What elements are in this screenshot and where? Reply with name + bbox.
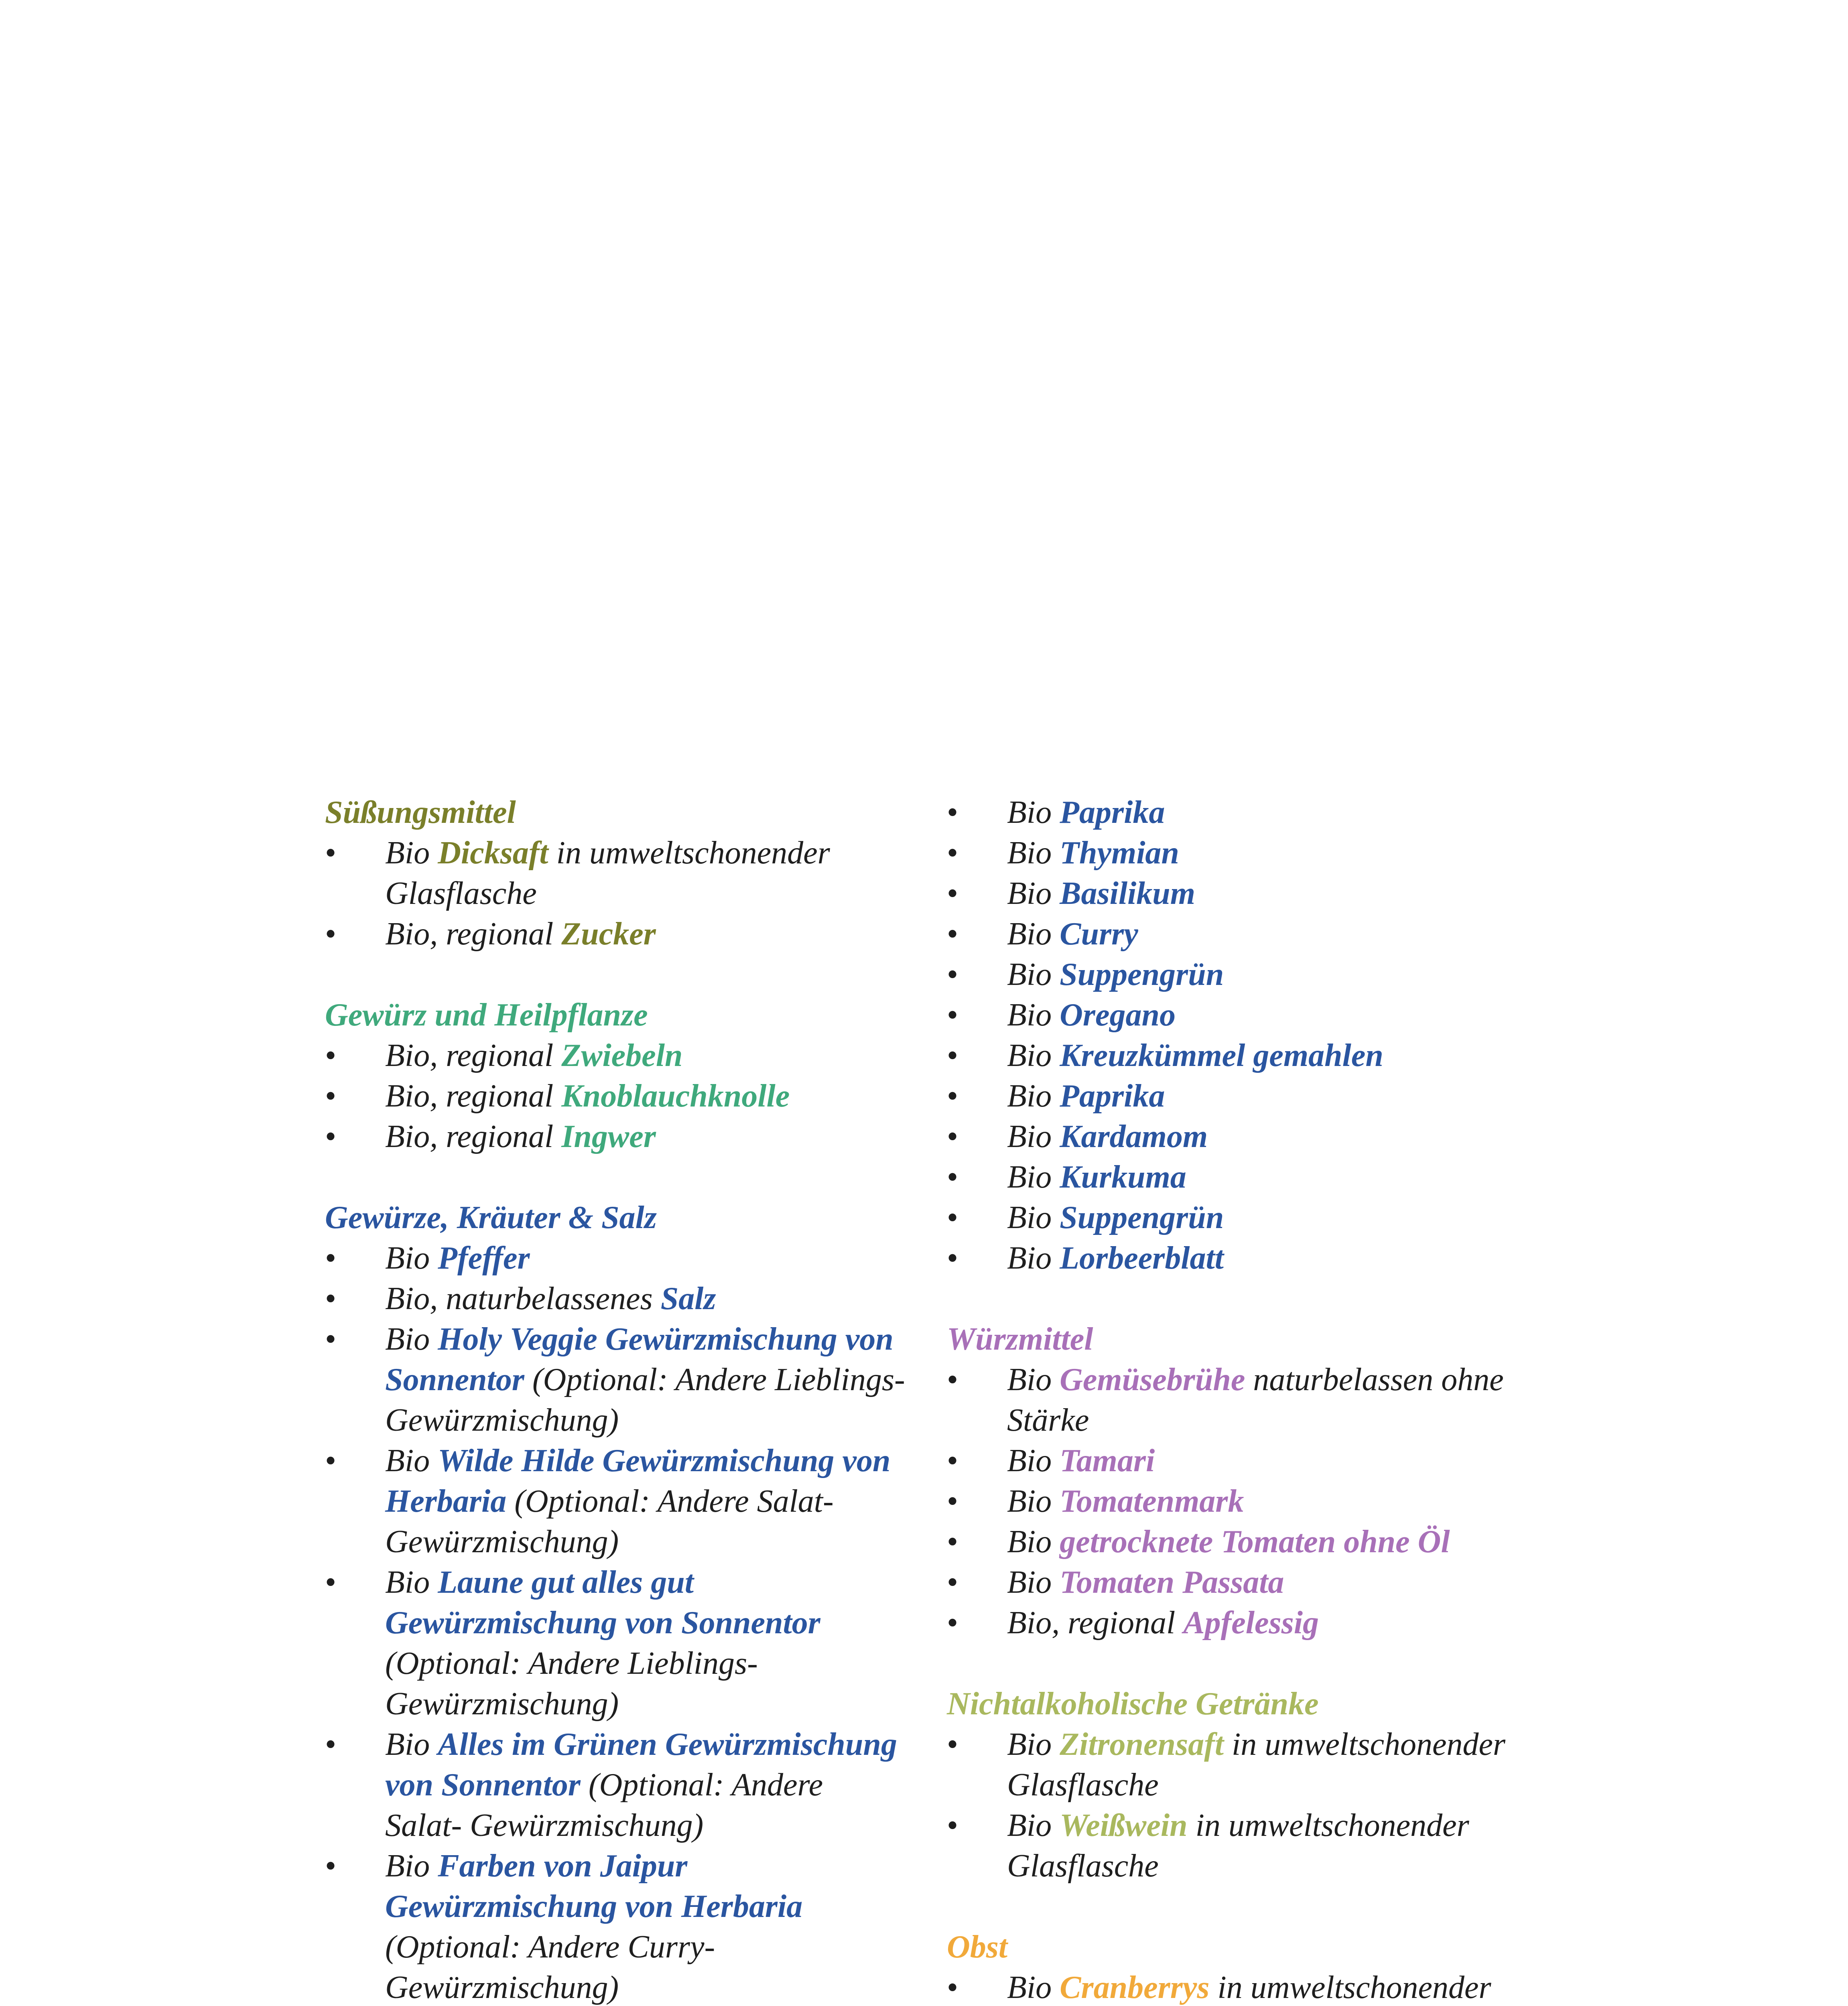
list-item [947, 1967, 1549, 2006]
list-item [325, 1846, 907, 2006]
ingredient-section [947, 1927, 1549, 2006]
item-suffix: in umweltschonender Glasflasche [1007, 1727, 1506, 1803]
item-prefix: Bio [1007, 795, 1060, 830]
item-prefix: Bio [1007, 1484, 1060, 1519]
ingredient-name: Suppengrün [1060, 957, 1224, 992]
list-item [325, 833, 907, 914]
item-prefix: Bio [1007, 957, 1060, 992]
item-suffix: (Optional: Andere Lieblings- Gewürzmischung) [385, 1646, 758, 1722]
list-item [947, 1157, 1549, 1198]
list-item [947, 1198, 1549, 1238]
ingredient-name: getrocknete Tomaten ohne Öl [1060, 1524, 1450, 1559]
ingredient-list [325, 1238, 907, 2006]
ingredient-name: Lorbeerblatt [1060, 1241, 1224, 1276]
ingredient-name: Cranberrys [1060, 1970, 1210, 2005]
ingredient-name: Curry [1060, 916, 1138, 952]
ingredient-name: Tamari [1060, 1443, 1155, 1478]
item-prefix: Bio, regional [1007, 1605, 1184, 1641]
list-item [947, 954, 1549, 995]
ingredient-name: Kurkuma [1060, 1159, 1186, 1195]
list-item [947, 1238, 1549, 1279]
item-prefix: Bio [1007, 1362, 1060, 1397]
section-title: Nichtalkoholische Getränke [947, 1686, 1319, 1722]
ingredient-name: Zitronensaft [1060, 1727, 1224, 1762]
ingredient-name: Tomaten Passata [1060, 1565, 1284, 1600]
list-item [325, 1319, 907, 1441]
item-prefix: Bio [385, 1727, 438, 1762]
ingredient-name: Ingwer [561, 1119, 656, 1154]
list-item [947, 1805, 1549, 1886]
item-prefix: Bio [1007, 1119, 1060, 1154]
ingredient-name: Tomatenmark [1060, 1484, 1244, 1519]
item-prefix: Bio [1007, 1970, 1060, 2005]
ingredient-name: Kreuzkümmel gemahlen [1060, 1038, 1383, 1073]
ingredient-section [947, 1684, 1549, 1886]
ingredient-section [947, 792, 1549, 1279]
list-item [325, 1279, 907, 1319]
item-prefix: Bio [1007, 1565, 1060, 1600]
item-prefix: Bio [1007, 1241, 1060, 1276]
section-title: Obst [947, 1929, 1008, 1965]
item-suffix: (Optional: Andere Salat- Gewürzmischung) [385, 1484, 834, 1559]
item-suffix: in umweltschonender Glasflasche [1007, 1808, 1469, 1884]
ingredient-name: Basilikum [1060, 876, 1195, 911]
ingredient-name: Kardamom [1060, 1119, 1208, 1154]
item-prefix: Bio [1007, 1808, 1060, 1843]
list-item [947, 1522, 1549, 1562]
section-title: Süßungsmittel [325, 795, 516, 830]
list-item [947, 1076, 1549, 1117]
item-prefix: Bio, regional [385, 1078, 562, 1114]
item-prefix: Bio [385, 1241, 438, 1276]
list-item [947, 914, 1549, 954]
ingredient-list [947, 792, 1549, 1279]
ingredient-name: Zucker [561, 916, 656, 952]
section-title: Gewürze, Kräuter & Salz [325, 1200, 657, 1235]
ingredient-name: Knoblauchknolle [561, 1078, 790, 1114]
section-title: Würzmittel [947, 1322, 1093, 1357]
item-prefix: Bio [1007, 916, 1060, 952]
list-item [947, 1562, 1549, 1603]
item-prefix: Bio [385, 1443, 438, 1478]
ingredient-name: Laune gut alles gut Gewürzmischung von Sonnentor [385, 1565, 820, 1641]
ingredient-name: Zwiebeln [561, 1038, 683, 1073]
list-item [947, 1724, 1549, 1805]
ingredient-name: Oregano [1060, 997, 1176, 1033]
list-item [947, 1441, 1549, 1481]
item-prefix: Bio, regional [385, 1038, 562, 1073]
item-prefix: Bio [385, 1848, 438, 1884]
item-prefix: Bio [1007, 1159, 1060, 1195]
list-item [947, 1360, 1549, 1441]
item-suffix: (Optional: Andere Lieblings- Gewürzmischung) [385, 1362, 905, 1438]
list-item [947, 1117, 1549, 1157]
ingredient-list [947, 1724, 1549, 1886]
item-suffix: in umweltschonender [1217, 1970, 1491, 2005]
list-item [325, 1562, 907, 1724]
item-prefix: Bio [385, 1322, 438, 1357]
ingredient-name: Salz [660, 1281, 716, 1316]
ingredient-section [325, 1198, 907, 2006]
ingredient-name: Alles im Grünen Gewürzmischung von Sonnentor [385, 1727, 897, 1803]
item-prefix: Bio [385, 1565, 438, 1600]
list-item [325, 1441, 907, 1562]
list-item [947, 995, 1549, 1035]
item-suffix: in umweltschonender Glasflasche [385, 835, 830, 911]
item-prefix: Bio [1007, 1038, 1060, 1073]
ingredient-name: Thymian [1060, 835, 1179, 871]
section-title: Gewürz und Heilpflanze [325, 997, 648, 1033]
item-suffix: (Optional: Andere Curry- Gewürzmischung) [385, 1929, 715, 2005]
list-item [325, 1238, 907, 1279]
ingredient-name: Paprika [1060, 1078, 1165, 1114]
list-item [947, 1035, 1549, 1076]
item-prefix: Bio [1007, 1443, 1060, 1478]
ingredient-list [325, 833, 907, 954]
ingredient-section [325, 995, 907, 1157]
ingredient-name: Apfelessig [1183, 1605, 1319, 1641]
list-item [325, 914, 907, 954]
ingredient-name: Dicksaft [438, 835, 548, 871]
list-item [325, 1724, 907, 1846]
ingredient-name: Pfeffer [438, 1241, 530, 1276]
item-prefix: Bio [1007, 1524, 1060, 1559]
ingredient-name: Holy Veggie Gewürzmischung von Sonnentor [385, 1322, 894, 1397]
ingredient-name: Weißwein [1060, 1808, 1188, 1843]
ingredient-name: Gemüsebrühe [1060, 1362, 1245, 1397]
left-column [325, 792, 907, 2006]
item-prefix: Bio [1007, 1078, 1060, 1114]
list-item [325, 1076, 907, 1117]
list-item [947, 873, 1549, 914]
item-prefix: Bio, regional [385, 916, 562, 952]
item-prefix: Bio [1007, 1727, 1060, 1762]
ingredient-section [947, 1319, 1549, 1643]
ingredient-list [325, 1035, 907, 1157]
item-prefix: Bio [1007, 876, 1060, 911]
item-prefix: Bio, naturbelassenes [385, 1281, 661, 1316]
ingredient-section [325, 792, 907, 954]
ingredient-name: Wilde Hilde Gewürzmischung von Herbaria [385, 1443, 891, 1519]
list-item [325, 1117, 907, 1157]
item-prefix: Bio [1007, 1200, 1060, 1235]
item-prefix: Bio [1007, 835, 1060, 871]
item-suffix: (Optional: Andere Salat- Gewürzmischung) [385, 1767, 823, 1843]
ingredient-name: Paprika [1060, 795, 1165, 830]
item-prefix: Bio [385, 835, 438, 871]
ingredient-list [947, 1360, 1549, 1643]
item-prefix: Bio, regional [385, 1119, 562, 1154]
list-item [947, 1603, 1549, 1643]
ingredient-name: Farben von Jaipur Gewürzmischung von Herbaria [385, 1848, 803, 1924]
list-item [947, 792, 1549, 833]
ingredient-name: Suppengrün [1060, 1200, 1224, 1235]
list-item [947, 833, 1549, 873]
right-column [947, 792, 1549, 2006]
item-suffix: naturbelassen ohne Stärke [1007, 1362, 1504, 1438]
list-item [947, 1481, 1549, 1522]
item-prefix: Bio [1007, 997, 1060, 1033]
ingredient-list [947, 1967, 1549, 2006]
list-item [325, 1035, 907, 1076]
